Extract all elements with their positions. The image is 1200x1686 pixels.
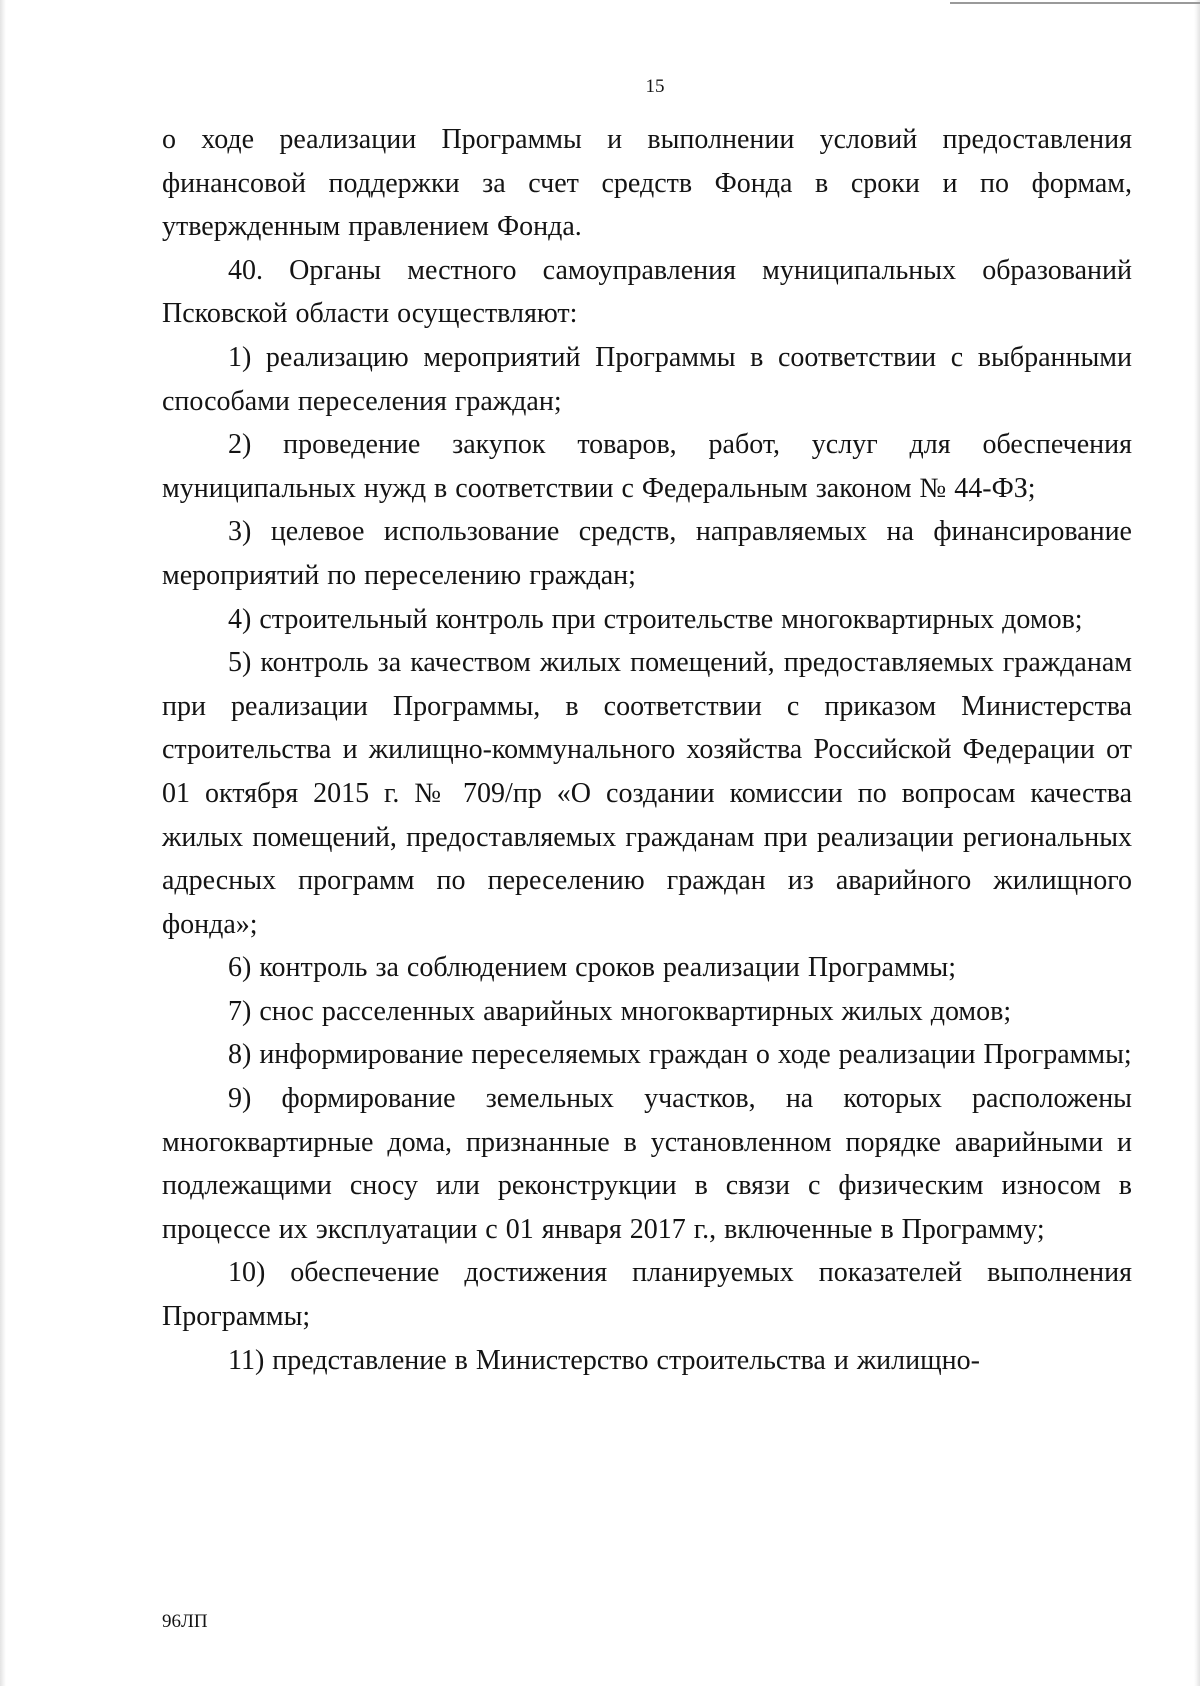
- document-body: [162, 118, 1132, 1382]
- list-item-6: 6) контроль за соблюдением сроков реализации Программы;: [228, 952, 956, 984]
- paragraph-continuation: о ходе реализации Программы и выполнении условий предоставления финансовой поддержки за счет средств Фонда в сроки и по формам, утвержденным правлением Фонда.: [162, 124, 1132, 243]
- page-number: 15: [645, 76, 665, 97]
- list-item-7: 7) снос расселенных аварийных многоквартирных жилых домов;: [228, 995, 1012, 1027]
- list-item-5: 5) контроль за качеством жилых помещений, предоставляемых гражданам при реализации Программы, в соответствии с приказом Министерства строительства и жилищно-коммунального хозяйства Российской Федерации от 01 октября 2015 г. № 709/пр «О создании комиссии по вопросам качества жилых помещений, предоставляемых гражданам при реализации региональных адресных программ по переселению граждан из аварийного жилищного фонда»;: [162, 647, 1132, 940]
- document-code: 96ЛП: [162, 1611, 208, 1632]
- scan-edge-left: [0, 0, 6, 1686]
- list-item-4: 4) строительный контроль при строительстве многоквартирных домов;: [228, 603, 1083, 635]
- list-item-1: 1) реализацию мероприятий Программы в соответствии с выбранными способами переселения граждан;: [162, 341, 1132, 417]
- list-item-11: 11) представление в Министерство строительства и жилищно-: [228, 1344, 980, 1376]
- list-item-10: 10) обеспечение достижения планируемых показателей выполнения Программы;: [162, 1257, 1132, 1333]
- scan-edge-top: [950, 2, 1200, 4]
- list-item-9: 9) формирование земельных участков, на которых расположены многоквартирные дома, признанные в установленном порядке аварийными и подлежащими сносу или реконструкции в связи с физическим износом в процессе их эксплуатации с 01 января 2017 г., включенные в Программу;: [162, 1083, 1132, 1245]
- scan-edge-right: [1194, 0, 1200, 1686]
- list-item-8: 8) информирование переселяемых граждан о ходе реализации Программы;: [228, 1039, 1132, 1071]
- list-item-3: 3) целевое использование средств, направляемых на финансирование мероприятий по переселению граждан;: [162, 516, 1132, 591]
- paragraph-item-40: 40. Органы местного самоуправления муниципальных образований Псковской области осуществляют:: [162, 254, 1132, 330]
- list-item-2: 2) проведение закупок товаров, работ, услуг для обеспечения муниципальных нужд в соответствии с Федеральным законом № 44-ФЗ;: [162, 429, 1132, 504]
